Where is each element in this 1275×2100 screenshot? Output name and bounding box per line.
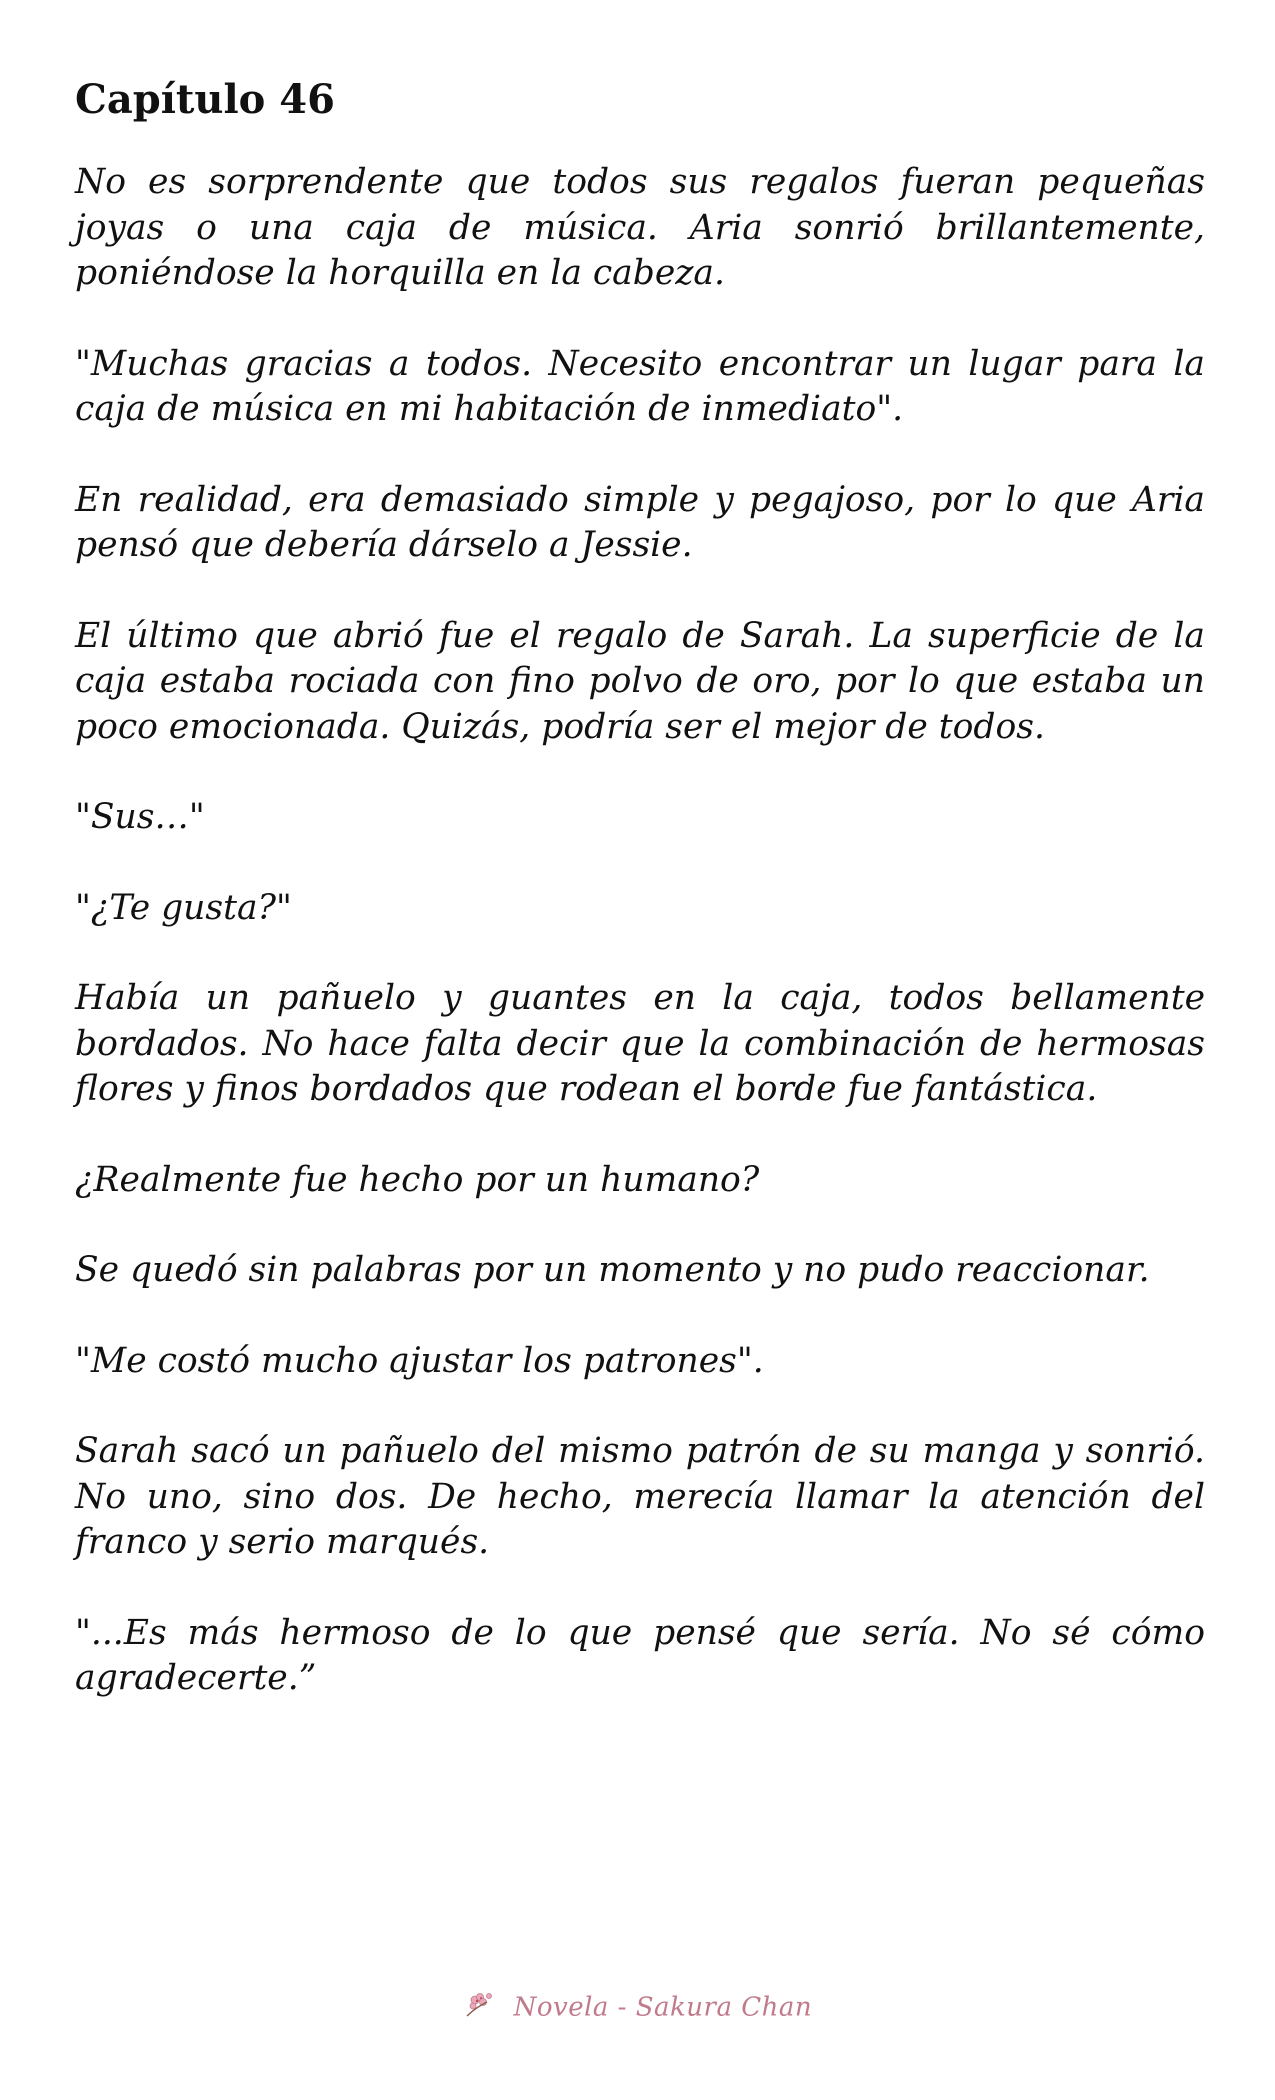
paragraph: "Me costó mucho ajustar los patrones".: [75, 1340, 764, 1381]
paragraph: "Muchas gracias a todos. Necesito encontrar un lugar para la caja de música en mi habitación de inmediato".: [75, 343, 1205, 429]
paragraph: Había un pañuelo y guantes en la caja, todos bellamente bordados. No hace falta decir que la combinación de hermosas flores y finos bordados que rodean el borde fue fantástica.: [75, 978, 1205, 1109]
paragraph: El último que abrió fue el regalo de Sarah. La superficie de la caja estaba rociada con fino polvo de oro, por lo que estaba un poco emocionada. Quizás, podría ser el mejor de todos.: [75, 615, 1205, 747]
paragraph: "...Es más hermoso de lo que pensé que sería. No sé cómo agradecerte.”: [75, 1612, 1205, 1698]
paragraph: "Sus…": [75, 797, 205, 837]
cherry-blossom-icon: [463, 1990, 497, 2027]
paragraph: Se quedó sin palabras por un momento y no pudo reaccionar.: [75, 1250, 1150, 1290]
paragraph: "¿Te gusta?": [75, 887, 292, 928]
paragraph: Sarah sacó un pañuelo del mismo patrón de su manga y sonrió. No uno, sino dos. De hecho, merecía llamar la atención del franco y serio marqués.: [75, 1431, 1205, 1562]
paragraph: En realidad, era demasiado simple y pegajoso, por lo que Aria pensó que debería dárselo a Jessie.: [75, 479, 1205, 565]
watermark-text: Novela - Sakura Chan: [513, 1992, 813, 2023]
watermark: [0, 1990, 1275, 2027]
paragraph: No es sorprendente que todos sus regalos fueran pequeñas joyas o una caja de música. Aria sonrió brillantemente, poniéndose la horquilla en la cabeza.: [75, 162, 1205, 293]
chapter-title: Capítulo 46: [75, 76, 335, 123]
paragraph: ¿Realmente fue hecho por un humano?: [75, 1159, 760, 1200]
document-page: [75, 70, 1205, 1747]
